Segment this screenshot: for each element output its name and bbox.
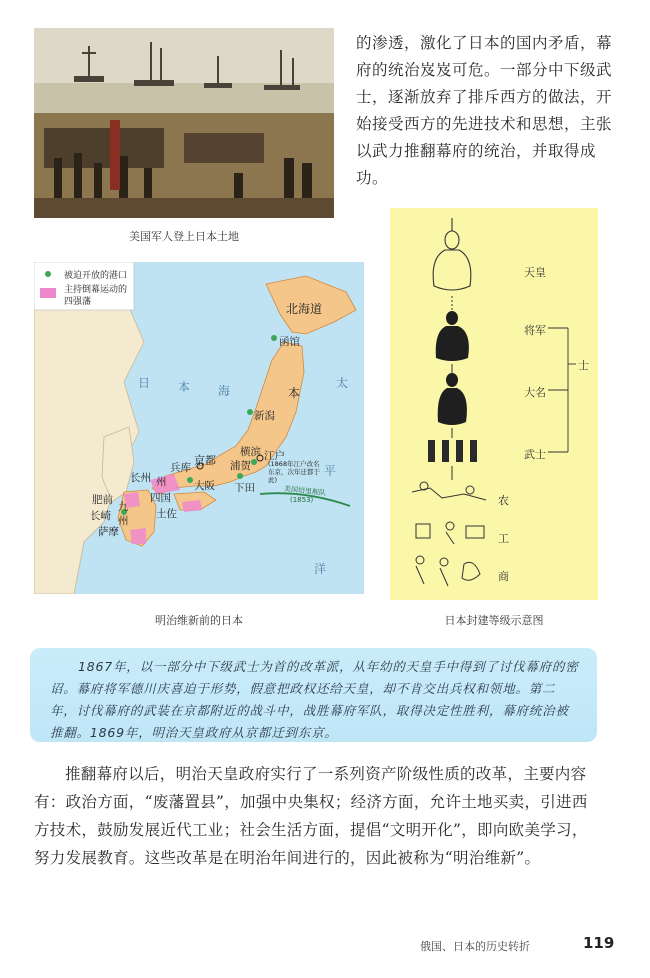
map-label-uraga: 浦贺 <box>230 460 251 472</box>
rank-shogun: 将军 <box>524 324 546 337</box>
hierarchy-figures <box>390 208 598 600</box>
map-label-hakodate: 函馆 <box>279 336 300 348</box>
ocean-label-2: 平 <box>324 464 337 478</box>
japan-map <box>34 262 364 594</box>
sea-label-3: 海 <box>218 384 231 398</box>
rank-merchant: 商 <box>498 570 509 583</box>
rank-group-shi: 士 <box>578 359 589 372</box>
landing-scene-illustration <box>34 28 334 218</box>
info-box <box>30 648 597 742</box>
page-number: 119 <box>583 934 615 952</box>
map-label-shu: 州 <box>156 476 167 488</box>
map-label-hyogo: 兵库 <box>170 462 191 474</box>
ocean-label-1: 太 <box>336 376 349 390</box>
legend-ports-label: 被迫开放的港口 <box>64 271 128 281</box>
legend-domains-label: 主持倒幕运动的四强藩 <box>64 285 128 307</box>
sea-label-2: 本 <box>178 380 191 394</box>
map-label-hokkaido: 北海道 <box>286 302 323 316</box>
map-label-nagasaki: 长崎 <box>90 510 111 522</box>
bottom-paragraph-text: 推翻幕府以后，明治天皇政府实行了一系列资产阶级性质的改革，主要内容有：政治方面，“废藩置县”，加强中央集权；经济方面，允许土地买卖，引进西方技术，鼓励发展近代工业；社会生活方面，提倡“文明开化”，即向欧美学习，努力发展教育。这些改革是在明治年间进行的，因此被称为“明治维新”。 <box>34 765 588 867</box>
top-paragraph: 的渗透，激化了日本的国内矛盾，幕府的统治岌岌可危。一部分中下级武士，逐渐放弃了排斥西方的做法，开始接受西方的先进技术和思想，主张以武力推翻幕府的统治，并取得成功。 <box>356 34 613 187</box>
hierarchy-diagram <box>390 208 598 600</box>
map-label-kyoto: 京都 <box>194 454 216 467</box>
rank-samurai: 武士 <box>524 448 546 461</box>
map-label-edo-note: (1868年江户改名东京，次年迁都于此) <box>268 460 320 484</box>
map-label-shikoku: 四国 <box>150 492 171 504</box>
footer-section-title: 俄国、日本的历史转折 <box>420 940 530 953</box>
ocean-label-3: 洋 <box>314 562 327 576</box>
info-box-content: 1867年，以一部分中下级武士为首的改革派，从年幼的天皇手中得到了讨伐幕府的密诏。幕府将军德川庆喜迫于形势，假意把政权还给天皇，却不肯交出兵权和领地。第二年，讨伐幕府的武装在京都附近的战斗中，战胜幕府军队，取得决定性胜利，幕府统治被推翻。1869年，明治天皇政府从京都迁到东京。 <box>50 659 579 740</box>
rank-emperor: 天皇 <box>524 266 546 279</box>
map-caption: 明治维新前的日本 <box>155 614 243 627</box>
bottom-paragraph <box>34 760 600 872</box>
rank-daimyo: 大名 <box>524 386 546 399</box>
map-label-tosa: 土佐 <box>156 508 177 520</box>
map-label-osaka: 大阪 <box>194 480 215 492</box>
map-label-yokohama: 横滨 <box>240 446 261 458</box>
map-label-niigata: 新潟 <box>254 410 275 422</box>
rank-artisan: 工 <box>498 532 509 545</box>
map-label-hizen: 肥前 <box>92 494 113 506</box>
sea-label-1: 日 <box>138 376 151 390</box>
map-label-fleet-year: (1853) <box>290 496 314 504</box>
map-label-shimoda: 下田 <box>234 482 255 494</box>
map-label-hon: 本 <box>288 386 301 400</box>
map-label-choshu: 长州 <box>130 472 151 484</box>
info-box-text <box>50 656 580 744</box>
map-label-satsuma: 萨摩 <box>98 526 119 538</box>
hierarchy-caption: 日本封建等级示意图 <box>444 614 544 627</box>
rank-peasant: 农 <box>498 494 509 507</box>
painting-caption: 美国军人登上日本土地 <box>129 230 239 243</box>
map-label-fleet: 美国培里舰队 <box>283 484 327 498</box>
painting-image <box>34 28 334 218</box>
map-label-kyushu: 九州 <box>118 501 129 527</box>
map-label-edo: 江户 <box>264 450 285 462</box>
